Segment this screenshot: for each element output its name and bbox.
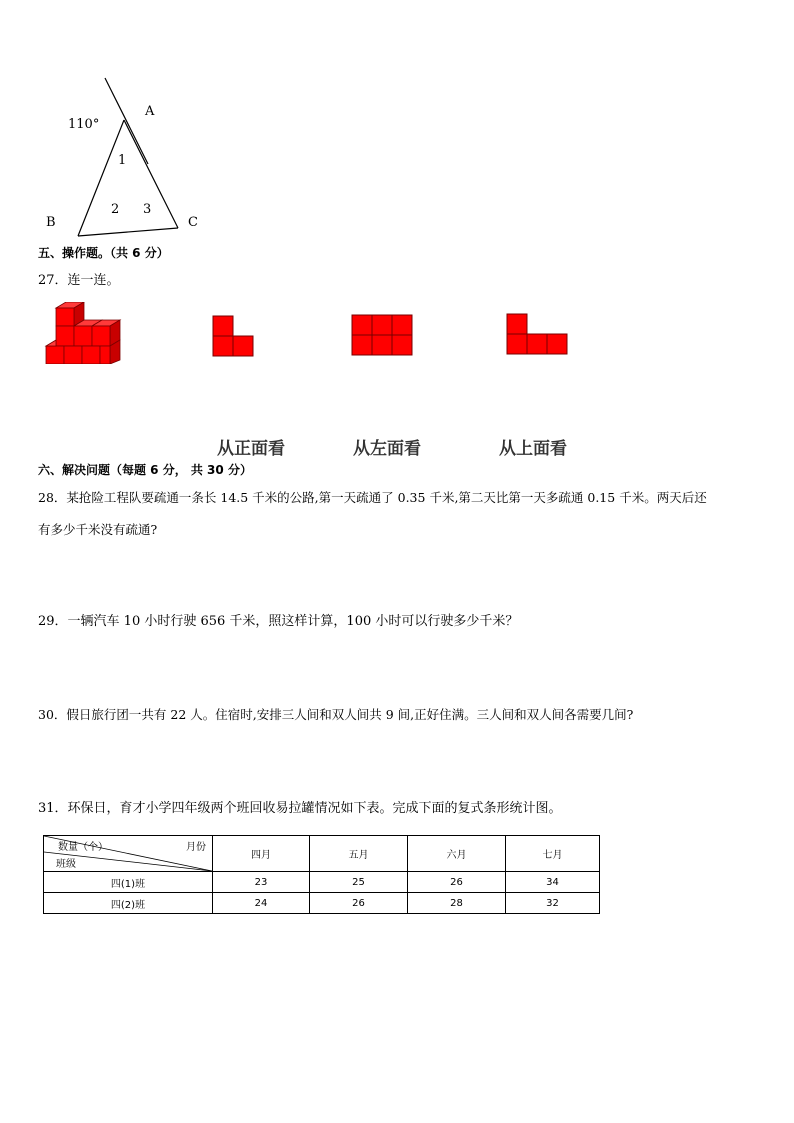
angle-2-label: 2 (111, 202, 120, 217)
value-cell: 23 (213, 872, 310, 893)
vertex-a-label: A (145, 104, 155, 119)
side-bc (78, 228, 178, 236)
view-shape-rectangle (351, 314, 413, 356)
vertex-b-label: B (46, 215, 56, 230)
value-cell: 26 (408, 872, 506, 893)
table-header-row (44, 836, 600, 872)
label-top-view: 从上面看 (499, 439, 567, 459)
value-cell: 25 (310, 872, 408, 893)
side-ab (78, 120, 127, 236)
value-cell: 26 (310, 893, 408, 914)
value-cell: 28 (408, 893, 506, 914)
label-front-view: 从正面看 (217, 439, 285, 459)
q30-text: 30．假日旅行团一共有 22 人。住宿时,安排三人间和双人间共 9 间,正好住满。三人间和双人间各需要几间? (38, 707, 634, 722)
value-cell: 34 (506, 872, 600, 893)
angle-110-label: 110° (68, 117, 100, 132)
table-row (44, 872, 600, 893)
table-corner-cell (44, 836, 213, 872)
corner-bottom-label: 班级 (56, 859, 76, 870)
value-cell: 32 (506, 893, 600, 914)
table-row (44, 893, 600, 914)
value-cell: 24 (213, 893, 310, 914)
q28-line2: 有多少千米没有疏通? (38, 522, 158, 537)
corner-top-label: 数量（个） (58, 842, 108, 853)
corner-right-label: 月份 (186, 842, 206, 853)
class-name-cell: 四(1)班 (44, 872, 213, 893)
triangle-figure (40, 70, 220, 240)
view-shape-l-wide (506, 313, 568, 355)
class-name-cell: 四(2)班 (44, 893, 213, 914)
section5-title: 五、操作题。（共 6 分） (38, 246, 169, 260)
label-left-view: 从左面看 (353, 439, 421, 459)
section6-title: 六、解决问题（每题 6 分， 共 30 分） (38, 463, 252, 477)
q31-text: 31．环保日，育才小学四年级两个班回收易拉罐情况如下表。完成下面的复式条形统计图。 (38, 801, 562, 816)
angle-3-label: 3 (143, 202, 152, 217)
cube-stack-3d (44, 302, 128, 364)
month-header: 七月 (506, 836, 600, 872)
cans-table (43, 835, 600, 914)
month-header: 五月 (310, 836, 408, 872)
angle-1-label: 1 (118, 153, 127, 168)
q28-line1: 28．某抢险工程队要疏通一条长 14.5 千米的公路,第一天疏通了 0.35 千米,第二天比第一天多疏通 0.15 千米。两天后还 (38, 490, 707, 505)
q27-text: 27．连一连。 (38, 273, 120, 288)
month-header: 六月 (408, 836, 506, 872)
vertex-c-label: C (188, 215, 198, 230)
q29-text: 29．一辆汽车 10 小时行驶 656 千米，照这样计算，100 小时可以行驶多少千米？ (38, 614, 519, 629)
view-shape-l-small (212, 315, 256, 357)
month-header: 四月 (213, 836, 310, 872)
